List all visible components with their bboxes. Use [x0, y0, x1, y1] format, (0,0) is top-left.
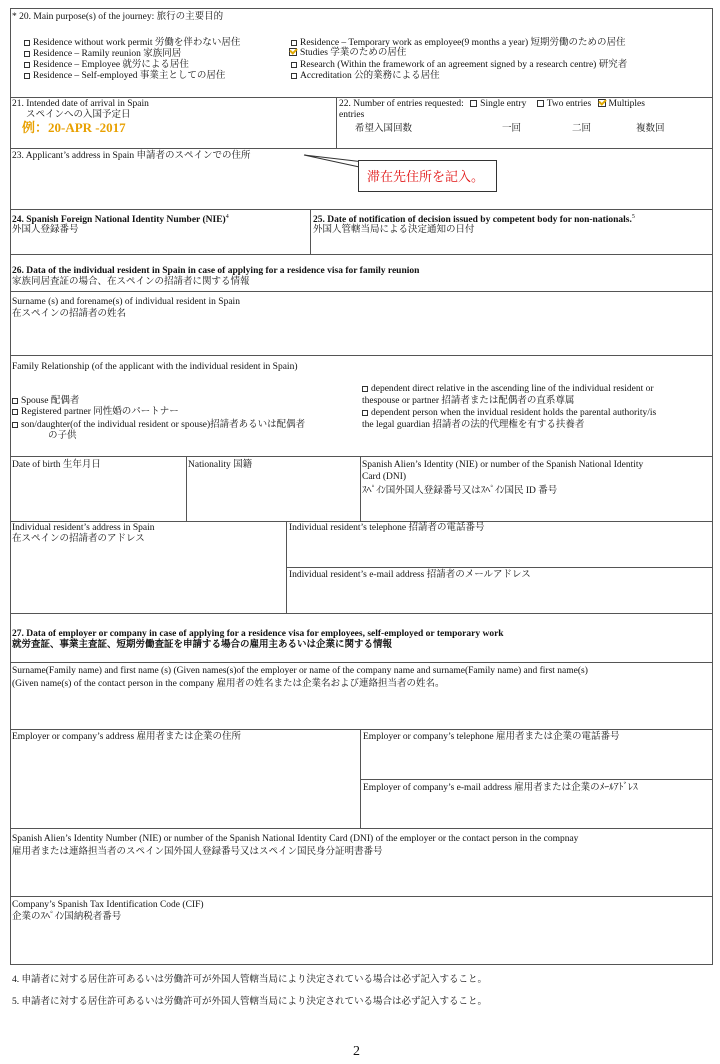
q27-email-label: Employer of company’s e-mail address 雇用者または企業のﾒｰﾙｱﾄﾞﾚｽ	[363, 783, 638, 793]
checkbox[interactable]	[12, 422, 18, 428]
q26-rel-partner[interactable]: Registered partner 同性婚のパートナー	[12, 407, 179, 419]
q20-option-right-4[interactable]: Accreditation 公的業務による居住	[291, 71, 440, 83]
q26-telephone-label: Individual resident’s telephone 招請者の電話番号	[289, 523, 485, 533]
q27-surname-label-cont: (Given name(s) of the contact person in the company 雇用者の姓名または企業名および連絡担当者の姓名。	[12, 679, 445, 689]
q22-ja-two: 二回	[572, 124, 592, 134]
q26-dob-label: Date of birth 生年月日	[12, 460, 101, 470]
q20-option-right-3[interactable]: Research (Within the framework of an agreement signed by a research centre) 研究者	[291, 60, 627, 72]
q26-address-label: Individual resident’s address in Spain	[12, 523, 155, 533]
q23-label: 23. Applicant’s address in Spain 申請者のスペインでの住所	[12, 151, 251, 161]
q26-nie-ja: ｽﾍﾟｲﾝ国外国人登録番号又はｽﾍﾟｲﾝ国民 ID 番号	[362, 486, 558, 496]
q25-ja: 外国人管轄当局による決定通知の日付	[313, 225, 475, 235]
q27-cif-label: Company’s Spanish Tax Identification Code (CIF)	[12, 900, 204, 910]
q21-label: 21. Intended date of arrival in Spain	[12, 99, 149, 109]
q20-option-right-1[interactable]: Residence – Temporary work as employee(9 months a year) 短期労働のための居住	[291, 38, 626, 50]
checkbox[interactable]	[24, 73, 30, 79]
callout-note: 滞在先住所を記入。	[358, 160, 497, 192]
q26-rel-ascending[interactable]: dependent direct relative in the ascending line of the individual resident or	[362, 384, 654, 396]
q26-email-label: Individual resident’s e-mail address 招請者のメールアドレス	[289, 570, 531, 580]
q20-option-left-2[interactable]: Residence – Ramily reunion 家族同居	[24, 49, 181, 61]
q26-nie-label: Spanish Alien’s Identity (NIE) or number of the Spanish National Identity	[362, 460, 644, 470]
q22-multiple-entries-checked-icon[interactable]	[598, 99, 607, 108]
q24-ja: 外国人登録番号	[12, 225, 79, 235]
checked-checkbox-icon[interactable]	[289, 48, 298, 57]
q27-telephone-label: Employer or company’s telephone 雇用者または企業の電話番号	[363, 732, 620, 742]
q26-nationality-label: Nationality 国籍	[188, 460, 253, 470]
q27-title: 27. Data of employer or company in case of applying for a residence visa for employees, self-employed or temporary work	[12, 629, 504, 639]
q22-single-entry-checkbox[interactable]	[470, 100, 477, 107]
q22-label-row: 22. Number of entries requested: Single entry Two entries Multiples	[339, 99, 645, 109]
checkbox[interactable]	[24, 40, 30, 46]
checkbox[interactable]	[24, 62, 30, 68]
q22-ja-multi: 複数回	[636, 124, 665, 134]
q26-rel-child-cont: の子供	[48, 431, 77, 441]
checkbox[interactable]	[362, 386, 368, 392]
q20-title: * 20. Main purpose(s) of the journey: 旅行の主要目的	[12, 12, 224, 22]
q26-rel-dependent-cont: the legal guardian 招請者の法的代理権を有する扶養者	[362, 420, 585, 430]
q26-rel-child[interactable]: son/daughter(of the individual resident or spouse)招請者あるいは配偶者	[12, 420, 305, 432]
q27-nie-label: Spanish Alien’s Identity Number (NIE) or number of the Spanish National Identity Card (DNI) of the employer or the contact person in the compnay	[12, 834, 579, 844]
q22-ja-single: 一回	[502, 124, 522, 134]
q26-surname-label: Surname (s) and forename(s) of individual resident in Spain	[12, 297, 240, 307]
q21-example: 例：20-APR -2017	[22, 120, 126, 135]
q22-two-entries-checkbox[interactable]	[537, 100, 544, 107]
checkbox[interactable]	[24, 51, 30, 57]
q26-family-relationship-label: Family Relationship (of the applicant with the individual resident in Spain)	[12, 362, 298, 372]
q20-option-left-3[interactable]: Residence – Employee 就労による居住	[24, 60, 189, 72]
q24-label: 24. Spanish Foreign National Identity Number (NIE)$^4$	[12, 214, 229, 226]
checkbox[interactable]	[362, 410, 368, 416]
q26-title-ja: 家族同居査証の場合、在スペインの招請者に関する情報	[12, 277, 250, 287]
q27-surname-label: Surname(Family name) and first name (s) (Given names(s)of the employer or name of the company name and surname(Family name) and first name(s)	[12, 666, 588, 676]
q27-address-label: Employer or company’s address 雇用者または企業の住所	[12, 732, 242, 742]
q27-title-ja: 就労査証、事業主査証、短期労働査証を申請する場合の雇用主あるいは企業に関する情報	[12, 640, 393, 650]
q27-cif-ja: 企業のｽﾍﾟｲﾝ国納税者番号	[12, 912, 122, 922]
q26-rel-dependent[interactable]: dependent person when the invidual resident holds the parental authority/is	[362, 408, 656, 420]
q26-nie-label-cont: Card (DNI)	[362, 472, 407, 482]
checkbox[interactable]	[12, 398, 18, 404]
q26-address-ja: 在スペインの招請者のアドレス	[12, 534, 145, 544]
q20-option-left-4[interactable]: Residence – Self-employed 事業主としての居住	[24, 71, 225, 83]
checkbox[interactable]	[291, 40, 297, 46]
q25-label: 25. Date of notification of decision issued by competent body for non-nationals.$^5$	[313, 214, 635, 226]
q20-option-left-1[interactable]: Residence without work permit 労働を伴わない居住	[24, 38, 240, 50]
checkbox[interactable]	[12, 409, 18, 415]
q22-ja: 希望入国回数	[355, 124, 413, 134]
q26-rel-ascending-cont: thespouse or partner 招請者または配偶者の直系尊属	[362, 396, 575, 406]
q26-title: 26. Data of the individual resident in Spain in case of applying for a residence visa for family reunion	[12, 266, 420, 276]
q22-label-cont: entries	[339, 110, 365, 120]
footnote-4: 4. 申請者に対する居住許可あるいは労働許可が外国人管轄当局により決定されている場合は必ず記入すること。	[12, 975, 488, 985]
footnote-5: 5. 申請者に対する居住許可あるいは労働許可が外国人管轄当局により決定されている場合は必ず記入すること。	[12, 997, 488, 1007]
q27-nie-ja: 雇用者または連絡担当者のスペイン国外国人登録番号又はスペイン国民身分証明書番号	[12, 847, 383, 857]
checkbox[interactable]	[291, 73, 297, 79]
page-number: 2	[353, 1044, 360, 1059]
q21-label-ja: スペインへの入国予定日	[26, 110, 131, 120]
q26-rel-spouse[interactable]: Spouse 配偶者	[12, 396, 79, 408]
q26-surname-ja: 在スペインの招請者の姓名	[12, 309, 127, 319]
checkbox[interactable]	[291, 62, 297, 68]
q20-option-right-2[interactable]: Studies 学業のための居住	[289, 48, 406, 60]
